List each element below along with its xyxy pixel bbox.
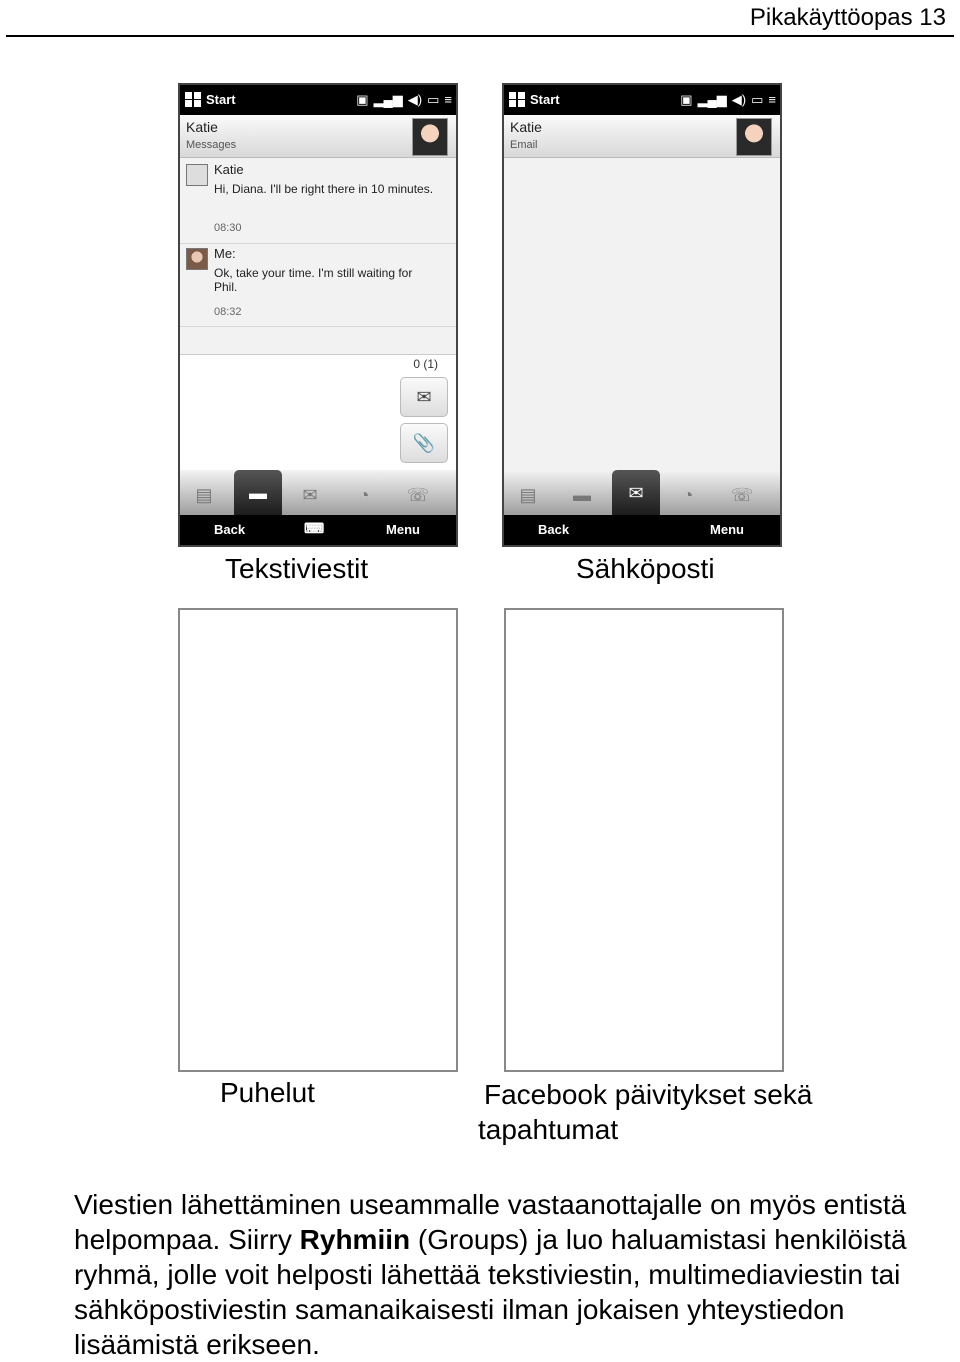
tab-email[interactable] [612,470,660,517]
header-rule [6,35,954,37]
caption-email: Sähköposti [576,553,715,584]
message-text: Ok, take your time. I'm still waiting for Phil. [214,266,413,294]
contact-subtitle: Messages [186,139,237,151]
phone-screenshot-email [502,83,782,547]
volume-icon: ◀) [407,92,423,107]
list-item [180,246,456,320]
status-bar [180,85,456,115]
my-avatar-icon [186,248,208,270]
message-text: Hi, Diana. I'll be right there in 10 minutes. [214,182,434,196]
contact-header [180,115,456,158]
volume-icon: ◀) [731,92,747,107]
person-clock-icon: ◔ [358,484,370,505]
email-list [504,158,780,470]
send-message-icon: ✉ [416,386,432,407]
keyboard-icon[interactable]: ⌨ [304,520,325,536]
body-text-part1: Viestien lähettäminen useammalle vastaanottajalle on myös entistä helpompaa. Siirry [74,1189,907,1255]
message-thread [180,158,456,354]
caption-calls: Puhelut [220,1077,315,1108]
back-button[interactable]: Back [538,522,570,537]
message-sender: Katie [214,162,244,177]
hsdpa-icon: ▣ [680,92,693,107]
menu-button[interactable]: Menu [710,522,744,537]
attach-button[interactable] [400,423,448,463]
body-paragraph [74,1187,944,1362]
phone-screenshot-messages [178,83,458,547]
signal-icon: ▂▄▆ [697,92,727,107]
person-phone-icon: ☏ [730,484,754,505]
windows-flag-icon[interactable] [184,91,202,108]
tab-email[interactable] [290,478,330,512]
tab-updates[interactable] [344,478,384,512]
back-button[interactable]: Back [214,522,246,537]
status-icons [356,91,452,108]
tab-bar [180,470,456,517]
message-time: 08:30 [214,222,242,234]
envelope-icon: ✉ [302,484,318,505]
message-time: 08:32 [214,306,242,318]
message-bubble-icon: ▬ [249,483,267,503]
battery-icon: ▭ [751,92,764,107]
battery-icon: ▭ [427,92,440,107]
tab-calls[interactable] [722,478,762,512]
paperclip-icon: 📎 [412,432,436,453]
message-sender: Me: [214,246,236,261]
avatar [736,118,772,156]
page-header-title: Pikakäyttöopas 13 [749,4,946,31]
menu-lines-icon: ≡ [444,92,452,107]
windows-flag-icon[interactable] [508,91,526,108]
body-text-part2: (Groups) ja luo haluamistasi henkilöistä ryhmä, jolle voit helposti lähettää tekstiviestin, multimediaviestin tai sähköpostiviestin samanaikaisesti ilman jokaisen yhteystiedon lisäämistä erikseen. [74,1224,907,1360]
contact-name: Katie [186,119,218,135]
status-icons [680,91,776,108]
tab-messages[interactable] [562,478,602,512]
caption-facebook: Facebook päivitykset sekä tapahtumat [478,1079,813,1145]
contact-header [504,115,780,158]
send-button[interactable] [400,377,448,417]
person-clock-icon: ◔ [682,484,694,505]
start-label[interactable]: Start [206,92,236,107]
tab-updates[interactable] [668,478,708,512]
list-item [180,162,456,236]
divider [180,326,456,327]
contact-card-icon: ▤ [195,484,213,505]
message-bubble-icon: ▬ [573,484,591,505]
contact-subtitle: Email [510,139,538,151]
contact-card-icon: ▤ [519,484,537,505]
envelope-icon: ✉ [628,483,644,503]
caption-text-messages: Tekstiviestit [225,553,369,584]
person-phone-icon: ☏ [406,484,430,505]
menu-lines-icon: ≡ [768,92,776,107]
contact-icon [186,164,208,186]
tab-contact-card[interactable] [184,478,224,512]
screenshot-placeholder-calls [178,608,458,1072]
start-label[interactable]: Start [530,92,560,107]
signal-icon: ▂▄▆ [373,92,403,107]
tab-bar [504,470,780,517]
avatar [412,118,448,156]
tab-contact-card[interactable] [508,478,548,512]
softkey-bar [180,515,456,545]
character-counter: 0 (1) [413,357,438,371]
compose-area[interactable] [180,354,456,471]
hsdpa-icon: ▣ [356,92,369,107]
contact-name: Katie [510,119,542,135]
divider [180,243,456,244]
tab-calls[interactable] [398,478,438,512]
page-header [0,0,960,40]
status-bar [504,85,780,115]
menu-button[interactable]: Menu [386,522,420,537]
tab-messages[interactable] [234,470,282,517]
softkey-bar [504,515,780,545]
screenshot-placeholder-facebook [504,608,784,1072]
body-text-bold: Ryhmiin [299,1224,411,1255]
